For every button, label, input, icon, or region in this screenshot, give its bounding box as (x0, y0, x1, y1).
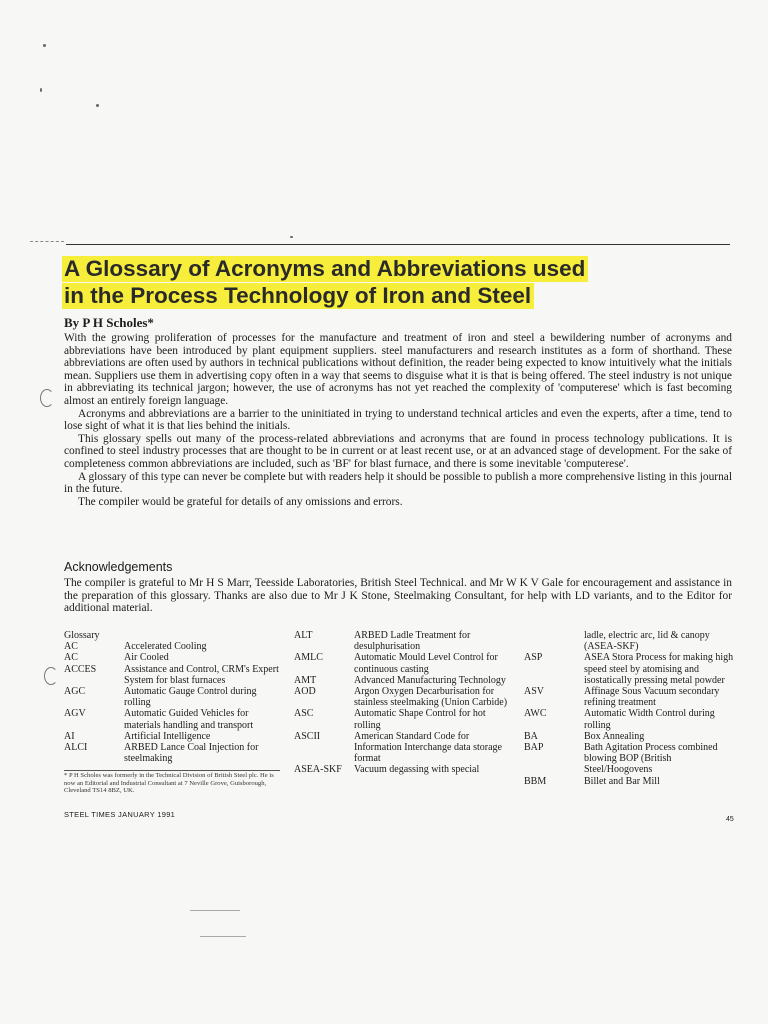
glossary-def: Billet and Bar Mill (584, 775, 660, 787)
glossary-entry (524, 776, 738, 787)
byline: By P H Scholes* (64, 315, 154, 330)
glossary-abbr: ALCI (64, 742, 88, 754)
scan-mark (190, 910, 240, 911)
glossary-def: Automatic Width Control during rolling (584, 708, 715, 731)
glossary-abbr: ASP (524, 652, 543, 664)
glossary-entry (64, 652, 280, 663)
glossary-abbr: AMLC (294, 652, 323, 664)
glossary-column-1 (64, 630, 280, 764)
glossary-abbr: AC (64, 652, 78, 664)
glossary-def: Automatic Gauge Control during rolling (124, 686, 257, 709)
paragraph: Acronyms and abbreviations are a barrier to the uninitiated in trying to understand technical articles and even the experts, after a time, tend to lose sight of what it is that lies behind the initials. (64, 407, 732, 433)
glossary-abbr: BAP (524, 742, 544, 754)
footnote-rule (64, 770, 280, 771)
glossary-def: Advanced Manufacturing Technology (354, 674, 506, 686)
glossary-def: Argon Oxygen Decarburisation for stainless steelmaking (Union Carbide) (354, 686, 508, 709)
glossary-entry (294, 731, 510, 765)
punch-hole-mark (44, 667, 58, 685)
article-title (62, 255, 730, 309)
glossary-entry (294, 630, 510, 652)
glossary-entry (524, 708, 738, 730)
glossary-def: Vacuum degassing with special (354, 764, 480, 776)
glossary-entry (294, 686, 510, 708)
glossary-def: Automatic Guided Vehicles for materials handling and transport (124, 708, 254, 731)
glossary-entry (64, 686, 280, 708)
glossary-entry (64, 641, 280, 652)
glossary-entry (294, 708, 510, 730)
glossary-entry (294, 675, 510, 686)
glossary-entry (294, 652, 510, 674)
glossary-def: American Standard Code for Information Interchange data storage format (354, 730, 502, 765)
glossary-abbr: AGC (64, 686, 86, 698)
paragraph: This glossary spells out many of the process-related abbreviations and acronyms that are found in process technology publications. It is confined to steel industry processes that are thought to be in current or at least recent use, or at an advanced stage of development. For the sake of completeness common abbreviations are included, such as 'BF' for blast furnace, and there is some inevitable 'computerese'. (64, 432, 732, 470)
glossary-entry (64, 664, 280, 686)
glossary-entry (64, 731, 280, 742)
glossary-def: Affinage Sous Vacuum secondary refining treatment (584, 686, 720, 709)
glossary-abbr: AC (64, 641, 78, 653)
dotted-rule (30, 241, 64, 242)
paragraph: The compiler would be grateful for details of any omissions and errors. (78, 495, 403, 508)
glossary-entry (524, 652, 738, 686)
paragraph: With the growing proliferation of processes for the manufacture and treatment of iron and steel a bewildering number of acronyms and abbreviations have been introduced by plant equipment suppliers. steel manufacturers and research institutes as a form of shorthand. These abbreviations are often used by authors in technical publications without definition, the reader being expected to know intuitively what the initials mean. Suppliers use them in advertising copy often in a way that seems to disguise what it is that is being offered. The steel industry is not unique in abbreviating its technical jargon; however, the use of acronyms has not yet reached the complexity of 'computerese' which is fast becoming almost an entirely foreign language. (64, 332, 732, 407)
page-number: 45 (726, 816, 734, 823)
glossary-def: Accelerated Cooling (124, 641, 207, 653)
title-line-2: in the Process Technology of Iron and Steel (62, 283, 534, 309)
glossary-def: Assistance and Control, CRM's Expert System for blast furnaces (124, 663, 279, 686)
glossary-abbr: BBM (524, 775, 547, 787)
glossary-abbr: ASC (294, 708, 314, 720)
glossary-abbr: BA (524, 730, 538, 742)
glossary-abbr: AGV (64, 708, 86, 720)
author-footnote: * P H Scholes was formerly in the Technical Division of British Steel plc. He is now an Editorial and Industrial Consultant at 7 Neville Grove, Guisborough, Cleveland TS14 8BZ, UK. (64, 772, 274, 795)
glossary-heading: Glossary (64, 630, 100, 641)
glossary-entry (64, 742, 280, 764)
scan-speck (96, 104, 99, 107)
glossary-def: ladle, electric arc, lid & canopy (ASEA-SKF) (584, 630, 710, 653)
scan-speck (43, 44, 46, 47)
acknowledgements-heading: Acknowledgements (64, 560, 173, 574)
glossary-def: Automatic Mould Level Control for continuous casting (354, 652, 498, 675)
glossary-abbr: AOD (294, 686, 316, 698)
punch-hole-mark (40, 389, 54, 407)
glossary-abbr: AI (64, 730, 75, 742)
glossary-def: Automatic Shape Control for hot rolling (354, 708, 486, 731)
glossary-entry (524, 742, 738, 776)
scan-mark (200, 936, 246, 937)
scan-speck (290, 236, 293, 238)
glossary-abbr: AMT (294, 674, 317, 686)
intro-text (64, 332, 732, 508)
glossary-entry (524, 630, 738, 652)
glossary-def: ASEA Stora Process for making high speed steel by atomising and isostatically pressing metal powder (584, 652, 734, 686)
glossary-column-2 (294, 630, 510, 776)
glossary-abbr: ASEA-SKF (294, 764, 342, 776)
glossary-def: Artificial Intelligence (124, 730, 211, 742)
journal-footer: STEEL TIMES JANUARY 1991 (64, 810, 176, 819)
glossary-column-3 (524, 630, 738, 787)
glossary-entry (294, 764, 510, 775)
glossary-def: ARBED Lance Coal Injection for steelmaking (124, 742, 259, 765)
glossary-entry (64, 708, 280, 730)
glossary-abbr: ACCES (64, 663, 97, 675)
glossary-abbr: ASV (524, 686, 545, 698)
glossary-abbr: ASCII (294, 730, 321, 742)
glossary-abbr: AWC (524, 708, 547, 720)
top-rule (66, 244, 730, 245)
glossary-def: ARBED Ladle Treatment for desulphurisation (354, 630, 471, 653)
glossary-entry (524, 686, 738, 708)
glossary-def: Air Cooled (124, 652, 169, 664)
glossary-def: Box Annealing (584, 730, 645, 742)
glossary-def: Bath Agitation Process combined blowing BOP (British Steel/Hoogovens (584, 742, 718, 776)
title-line-1: A Glossary of Acronyms and Abbreviations used (62, 256, 588, 282)
acknowledgements-text: The compiler is grateful to Mr H S Marr, Teesside Laboratories, British Steel Technical. and Mr W K V Gale for encouragement and assistance in the preparation of this glossary. Thanks are also due to Mr J K Stone, Steelmaking Consultant, for help with LD variants, and to the Editor for additional material. (64, 577, 732, 615)
scan-speck (40, 88, 42, 92)
paragraph: A glossary of this type can never be complete but with readers help it should be possible to publish a more comprehensive listing in this journal in the future. (64, 470, 732, 496)
glossary-abbr: ALT (294, 630, 313, 641)
glossary-entry (524, 731, 738, 742)
